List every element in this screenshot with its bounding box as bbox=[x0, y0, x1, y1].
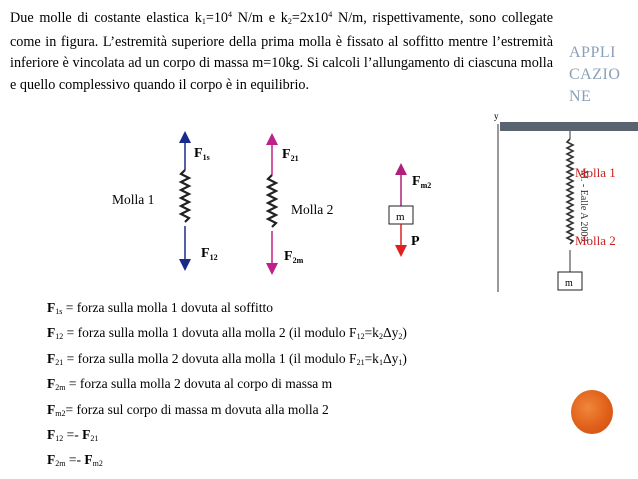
molla2-spring bbox=[268, 175, 276, 227]
molla2-right-label: Molla 2 bbox=[575, 233, 616, 248]
section-title-line: NE bbox=[569, 88, 592, 105]
legend-item: $F_{12} =- F_{21}$ bbox=[47, 427, 99, 444]
weight-label: P bbox=[411, 234, 420, 249]
force-legend bbox=[47, 297, 407, 475]
section-title-line: APPLI bbox=[569, 44, 616, 61]
molla1-label: Molla 1 bbox=[112, 192, 155, 207]
legend-item: $F_{m2}=$ forza sul corpo di massa m dovuta alla molla 2 bbox=[47, 401, 329, 418]
legend-item: $F_{1s}$ = forza sulla molla 1 dovuta al soffitto bbox=[47, 300, 273, 316]
legend-item: $F_{12}$ = forza sulla molla 1 dovuta alla molla 2 (il modulo $F_{12}=k_2\Delta y_2$) bbox=[47, 325, 407, 342]
slide-credit: M. - Ealle A 2003 bbox=[578, 170, 589, 242]
ceiling bbox=[500, 122, 638, 131]
molla2-diagram bbox=[268, 139, 333, 269]
y-axis-label: y bbox=[494, 111, 499, 121]
fm2-label: $F_{m2}$ bbox=[412, 174, 432, 190]
free-body-diagram bbox=[0, 125, 470, 275]
mass-diagram bbox=[389, 169, 431, 251]
problem-statement: Due molle di costante elastica $k_1=10^4$ N/m e $k_2=2x10^4$ N/m, rispettivamente, sono collegate come in figura. L’estremità superiore della prima molla è fissato al soffitto mentre l’estremità inferiore è vincolata ad un corpo di massa m=10kg. Si calcoli l’allungamento di ciascuna molla e quello complessivo quando il corpo è in equilibrio. bbox=[10, 10, 553, 93]
molla1-spring bbox=[181, 170, 189, 222]
section-title-line: CAZIO bbox=[569, 66, 621, 83]
section-title bbox=[569, 42, 629, 108]
spring-chain bbox=[567, 139, 573, 244]
f12-label: $F_{12}$ bbox=[201, 246, 218, 262]
mass-block-label: m bbox=[565, 278, 573, 289]
legend-item: $F_{2m}$ = forza sulla molla 2 dovuta al corpo di massa m bbox=[47, 376, 333, 393]
f2m-label: $F_{2m}$ bbox=[284, 249, 304, 265]
molla1-diagram bbox=[112, 137, 218, 265]
mass-label: m bbox=[396, 211, 405, 223]
legend-item: $F_{21}$ = forza sulla molla 2 dovuta alla molla 1 (il modulo $F_{21}=k_1\Delta y_1$) bbox=[47, 350, 407, 367]
legend-item: $F_{2m} =- F_{m2}$ bbox=[47, 452, 103, 469]
f1s-label: $F_{1s}$ bbox=[194, 146, 210, 162]
molla2-label: Molla 2 bbox=[291, 202, 334, 217]
decorative-circle bbox=[571, 390, 613, 434]
setup-figure bbox=[488, 110, 638, 295]
molla1-right-label: Molla 1 bbox=[575, 165, 616, 180]
f21-label: $F_{21}$ bbox=[282, 147, 299, 163]
